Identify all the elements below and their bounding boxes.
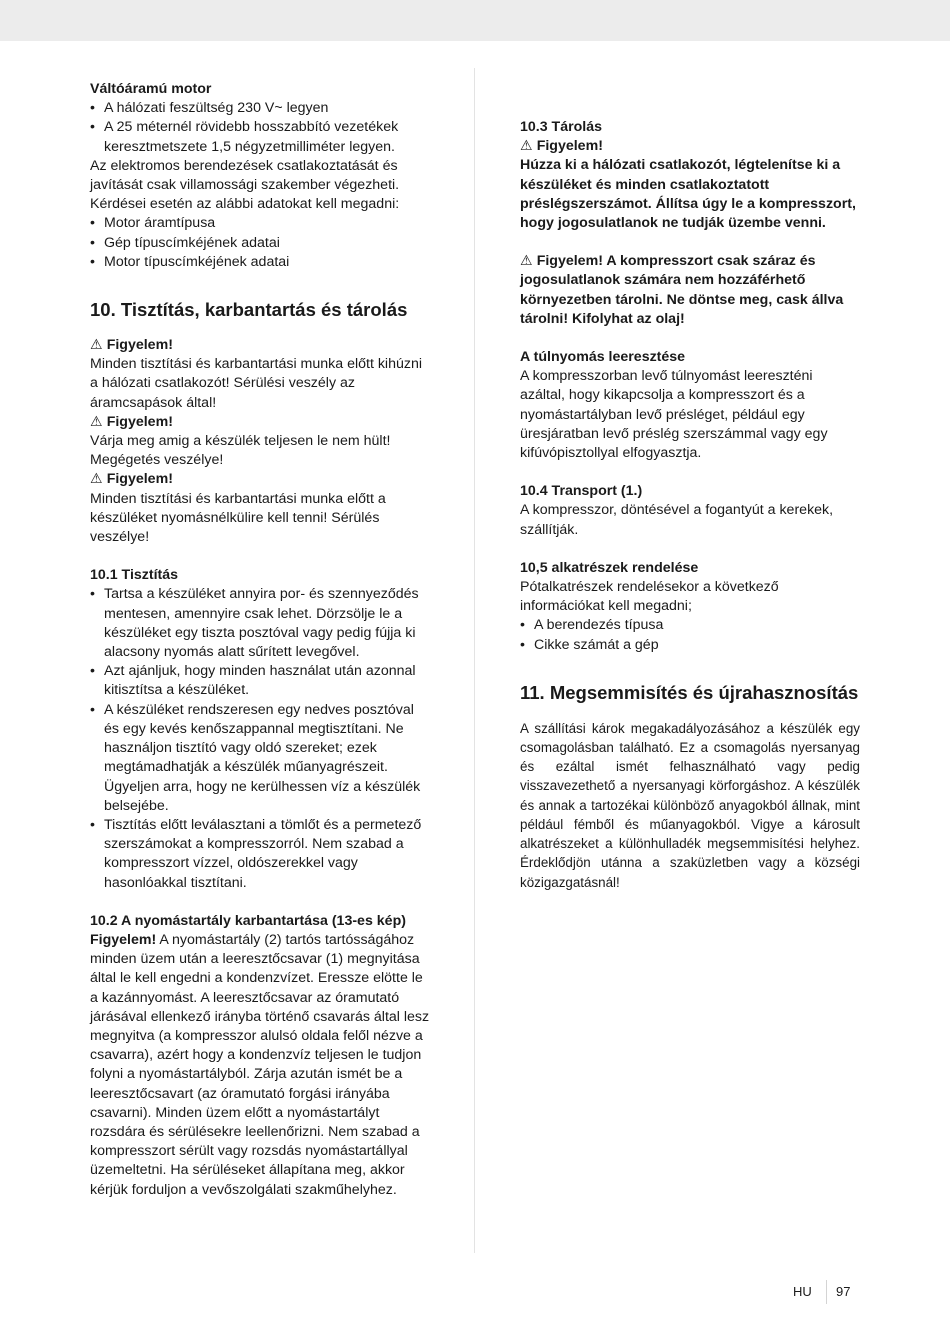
warning-3-text: Minden tisztítási és karbantartási munka előtt a készüléket nyomásnélkülire kell tenni! Sérülés veszélye! (90, 490, 386, 546)
left-column (90, 80, 430, 1200)
list-item: • A 25 méternél rövidebb hosszabbító vezetékek keresztmetszete 1,5 négyzetmilliméter legyen. (90, 118, 430, 156)
section-10-2-lead: Figyelem! (90, 931, 157, 948)
section-10-title: 10. Tisztítás, karbantartás és tárolás (90, 299, 408, 321)
top-bar (0, 0, 950, 41)
warning-heading (520, 137, 860, 156)
warning-1-text: Minden tisztítási és karbantartási munka előtt kihúzni a hálózati csatlakozót! Sérülési veszély az áramcsapások által! (90, 356, 422, 411)
column-divider (474, 68, 475, 1253)
parts-bullets (520, 616, 860, 654)
warning-icon: ⚠ (90, 413, 103, 430)
warning-icon: ⚠ (90, 471, 103, 488)
motor-bullets-2 (90, 214, 430, 272)
overpressure-title: A túlnyomás leeresztése (520, 349, 686, 366)
section-11-title: 11. Megsemmisítés és újrahasznosítás (520, 681, 859, 703)
motor-bullets (90, 99, 430, 157)
storage-warning-2-text: Figyelem! A kompresszort csak száraz és jogosulatlanok számára nem hozzáférhető környezetben tárolni. Ne döntse meg, cask állva tárolni! Kifolyhat az olaj! (520, 253, 844, 327)
warning-icon: ⚠ (90, 337, 103, 354)
list-item: • Motor típuscímkéjének adatai (90, 253, 430, 272)
warning-icon: ⚠ (520, 253, 533, 270)
motor-paragraph: Az elektromos berendezések csatlakoztatását és javítását csak villamossági szakember végezheti. Kérdései esetén az alábbi adatokat kell megadni: (90, 157, 400, 213)
right-column (520, 118, 860, 892)
list-item: • Motor áramtípusa (90, 214, 430, 233)
section-10-2-body: A nyomástartály (2) tartós tartósságához minden üzem után a leeresztőcsavar (1) megnyitása által le kell engedni a kondenzvízet. Eressze elötte le a kazánnyomást. A leeresztőcsavar az óramutató járásával ellenkező irányba történő csavarás által lesz megnyitva (a kompresszor alulsó oldala felől nézve a csavarra), azért hogy a kondenzvíz teljesen le tudjon folyni a nyomástartályból. Zárja azután ismét be a leeresztőcsavart (az óramutató forgási irányába csavarni). Minden üzem előtt a nyomástartályt rozsdára és sérülésekre leellenőrizni. Nem szabad a kompresszort sérült vagy rozsdás nyomástartállyal üzemeltetni. Ha sérüléseket állapítana meg, akkor kérjük forduljon a vevőszolgálati szakműhelyhez. (90, 931, 430, 1198)
warning-heading (90, 413, 430, 432)
section-10-2-text (90, 931, 430, 1200)
list-item: • A készüléket rendszeresen egy nedves posztóval és egy kevés kenőszappannal megtisztítani. Ne használjon tisztító vagy oldó szereket; ezek megtámadhatják a készülék műanyagrészeit. Ügyeljen arra, hogy ne kerülhessen víz a készülék belsejébe. (90, 701, 430, 816)
cleaning-bullets (90, 585, 430, 892)
list-item: • Gép típuscímkéjének adatai (90, 234, 430, 253)
warning-label: Figyelem! (106, 413, 173, 430)
warning-label: Figyelem! (106, 471, 173, 488)
storage-warning-text: Húzza ki a hálózati csatlakozót, légtelenítse ki a készüléket és minden csatlakoztatott préslégszerszámot. Állítsa úgy le a kompresszort, hogy jogosulatlanok ne tudják üzembe venni. (520, 157, 856, 232)
overpressure-text: A kompresszorban levő túlnyomást leereszténi azáltal, hogy kikapcsolja a kompresszort és a nyomástartályban levő présléget, például egy üresjáratban levő préslég szerszámmal vagy egy kifúvópisztollyal elfogyasztja. (520, 368, 828, 462)
warning-2-text: Várja meg amig a készülék teljesen le nem hült! Megégetés veszélye! (90, 433, 391, 469)
storage-warning-2 (520, 252, 860, 329)
warning-icon: ⚠ (520, 138, 533, 155)
warning-label: Figyelem! (536, 138, 603, 155)
page-number: 97 (836, 1284, 851, 1299)
section-10-1-title: 10.1 Tisztítás (90, 567, 179, 584)
warning-heading (90, 470, 430, 489)
section-10-4-text: A kompresszor, döntésével a fogantyút a kerekek, szállítják. (520, 502, 834, 538)
section-10-5-text: Pótalkatrészek rendelésekor a következő információkat kell megadni; (520, 579, 779, 615)
list-item: • Tisztítás előtt leválasztani a tömlőt és a permetező szerszámokat a kompresszorról. Nem szabad a kompresszort vízzel, oldószerekkel vagy hasonlóakkal tisztítani. (90, 816, 430, 893)
footer-language: HU (793, 1284, 812, 1299)
warning-label: Figyelem! (106, 337, 173, 354)
list-item: • Tartsa a készüléket annyira por- és szennyeződés mentesen, amennyire csak lehet. Dörzsölje le a készüléket egy tiszta posztóval vagy pedig fújja ki alacsony nyomás alatt sűrített levegővel. (90, 585, 430, 662)
section-11-text: A szállítási károk megakadályozásához a készülék egy csomagolásban található. Ez a csomagolás nyersanyag és ezáltal ismét felhasználható vagy pedig visszavezethető a nyersanyagi körforgáshoz. A készülék és annak a tartozékai különböző anyagokból állnak, mint például fémből és műanyagokból. Vigye a károsult alkatrészeket a különhulladék megsemmisítési helyhez. Érdeklődjön utánna a szaküzletben vagy a községi közigazgatásnál! (520, 720, 860, 890)
section-10-4-title: 10.4 Transport (1.) (520, 483, 643, 500)
warning-heading (90, 336, 430, 355)
motor-title: Váltóáramú motor (90, 81, 212, 97)
section-10-5-title: 10,5 alkatrészek rendelése (520, 559, 699, 576)
section-10-3-title: 10.3 Tárolás (520, 119, 603, 135)
footer-separator (826, 1280, 827, 1304)
section-10-2-title: 10.2 A nyomástartály karbantartása (13-es kép) (90, 912, 406, 929)
list-item: • A hálózati feszültség 230 V~ legyen (90, 99, 430, 118)
list-item: • A berendezés típusa (520, 616, 860, 635)
list-item: • Azt ajánljuk, hogy minden használat után azonnal kitisztítsa a készüléket. (90, 662, 430, 700)
list-item: • Cikke számát a gép (520, 636, 860, 655)
